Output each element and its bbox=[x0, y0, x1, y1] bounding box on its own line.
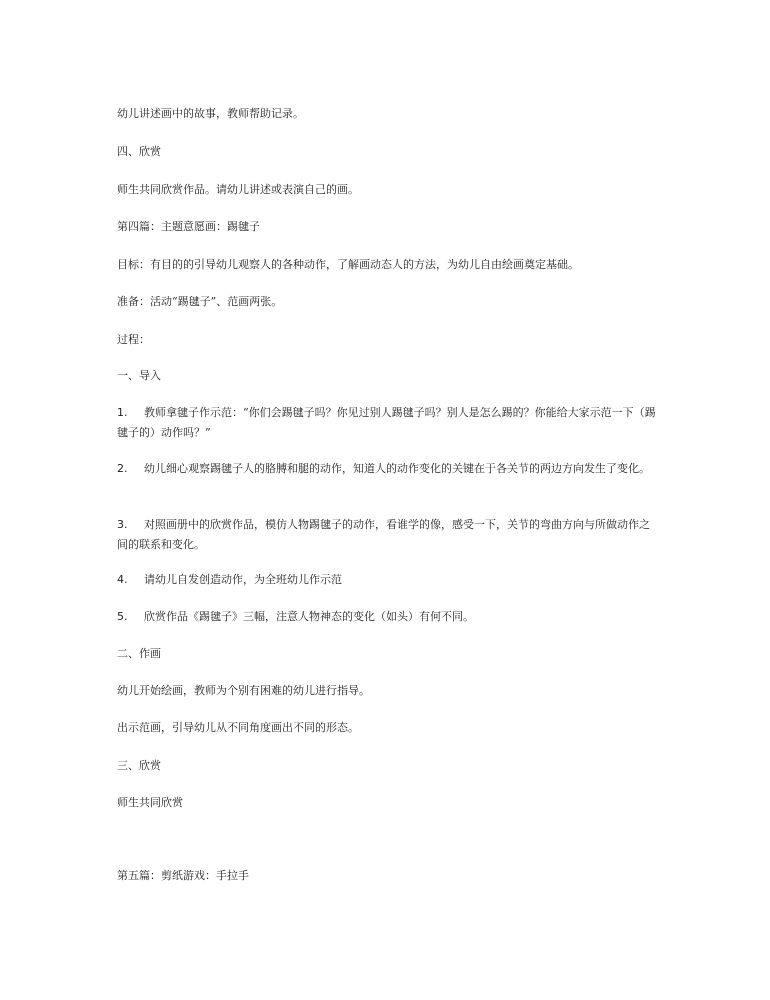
paragraph-process: 过程： bbox=[117, 333, 150, 346]
list-item-text: 幼儿细心观察踢毽子人的胳膊和腿的动作，知道人的动作变化的关键在于各关节的两边方向发生了变化。 bbox=[144, 462, 650, 475]
list-item bbox=[117, 515, 657, 555]
list-item bbox=[117, 570, 657, 590]
paragraph-joint-appreciation: 师生共同欣赏 bbox=[117, 796, 183, 809]
chapter-title-4: 第四篇：主题意愿画：踢毽子 bbox=[117, 220, 260, 233]
paragraph-appreciate-works: 师生共同欣赏作品。请幼儿讲述或表演自己的画。 bbox=[117, 183, 359, 196]
section-heading-appreciate-3: 三、欣赏 bbox=[117, 759, 161, 772]
list-item-text: 对照画册中的欣赏作品，模仿人物踢毽子的动作，看谁学的像，感受一下，关节的弯曲方向与所做动作之间的联系和变化。 bbox=[117, 518, 650, 551]
list-item-text: 欣赏作品《踢毽子》三幅，注意人物神态的变化（如头）有何不同。 bbox=[144, 610, 474, 623]
paragraph-show-sample: 出示范画，引导幼儿从不同角度画出不同的形态。 bbox=[117, 721, 359, 734]
paragraph-story-record: 幼儿讲述画中的故事，教师帮助记录。 bbox=[117, 107, 304, 120]
section-heading-drawing: 二、作画 bbox=[117, 647, 161, 660]
list-item-number: 3. bbox=[117, 518, 128, 531]
section-heading-appreciate-4: 四、欣赏 bbox=[117, 145, 161, 158]
list-item bbox=[117, 607, 657, 627]
list-item-text: 教师拿毽子作示范：“你们会踢毽子吗？你见过别人踢毽子吗？别人是怎么踢的？你能给大家示范一下（踢毽子的）动作吗？” bbox=[117, 406, 656, 439]
paragraph-preparation: 准备：活动“踢毽子”、范画两张。 bbox=[117, 295, 283, 308]
list-item-number: 1. bbox=[117, 406, 128, 419]
list-item-text: 请幼儿自发创造动作，为全班幼儿作示范 bbox=[144, 573, 342, 586]
section-heading-intro: 一、导入 bbox=[117, 369, 161, 382]
list-item-number: 5. bbox=[117, 610, 128, 623]
list-item bbox=[117, 459, 657, 479]
list-item-number: 4. bbox=[117, 573, 128, 586]
list-item-number: 2. bbox=[117, 462, 128, 475]
chapter-title-5: 第五篇：剪纸游戏：手拉手 bbox=[117, 869, 249, 882]
list-item bbox=[117, 403, 657, 443]
paragraph-start-drawing: 幼儿开始绘画，教师为个别有困难的幼儿进行指导。 bbox=[117, 684, 370, 697]
paragraph-goal: 目标：有目的的引导幼儿观察人的各种动作，了解画动态人的方法，为幼儿自由绘画奠定基础。 bbox=[117, 258, 579, 271]
